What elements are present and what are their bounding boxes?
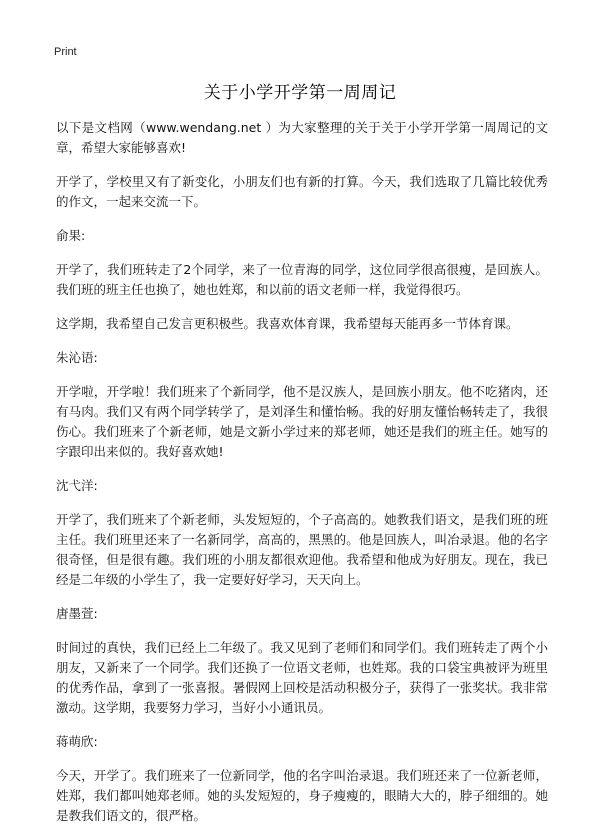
entry-paragraph: 今天，开学了。我们班来了一位新同学，他的名字叫治录退。我们班还来了一位新老师，姓郑，我们都叫她郑老师。她的头发短短的，身子瘦瘦的，眼睛大大的，脖子细细的。她是教我们语文的，很严格。 [56, 768, 548, 823]
entry-author: 沈弋洋: [56, 478, 98, 493]
page-title: 关于小学开学第一周周记 [203, 83, 397, 103]
print-label: Print [54, 46, 77, 58]
entry-paragraph: 开学了，我们班转走了2个同学，来了一位青海的同学，这位同学很高很瘦，是回族人。我们班的班主任也换了，她也姓郑，和以前的语文老师一样，我觉得很巧。 [56, 262, 548, 297]
entry-paragraph: 开学啦，开学啦！我们班来了个新同学，他不是汉族人，是回族小朋友。他不吃猪肉，还有马肉。我们又有两个同学转学了，是刘泽生和懂怡畅。我的好朋友懂怡畅转走了，我很伤心。我们班来了个新老师，她是文新小学过来的郑老师，她还是我们的班主任。她写的字跟印出来似的。我好喜欢她! [56, 384, 548, 459]
entry-author: 蒋萌欣: [56, 734, 98, 749]
document-body [56, 118, 548, 840]
entry-author: 俞果: [56, 228, 86, 243]
lead-paragraph: 开学了，学校里又有了新变化，小朋友们也有新的打算。今天，我们选取了几篇比较优秀的作文，一起来交流一下。 [56, 174, 548, 209]
entry-author: 朱沁语: [56, 350, 98, 365]
entry-author: 唐墨萱: [56, 606, 98, 621]
entry-paragraph: 这学期，我希望自己发言更积极些。我喜欢体育课，我希望每天能再多一节体育课。 [56, 316, 519, 331]
entry-paragraph: 时间过的真快，我们已经上二年级了。我又见到了老师们和同学们。我们班转走了两个小朋友，又新来了一个同学。我们还换了一位语文老师，也姓郑。我的口袋宝典被评为班里的优秀作品，拿到了一张喜报。暑假网上回校是活动积极分子，获得了一张奖状。我非常激动。这学期，我要努力学习，当好小小通讯员。 [56, 640, 548, 715]
entry-paragraph: 开学了，我们班来了个新老师，头发短短的，个子高高的。她教我们语文，是我们班的班主任。我们班里还来了一名新同学，高高的，黑黑的。他是回族人，叫冶录退。他的名字很奇怪，但是很有趣。我们班的小朋友都很欢迎他。我希望和他成为好朋友。现在，我已经是二年级的小学生了，我一定要好好学习，天天向上。 [56, 512, 548, 587]
intro-paragraph: 以下是文档网（www.wendang.net ）为大家整理的关于关于小学开学第一周周记的文章，希望大家能够喜欢! [56, 120, 548, 155]
